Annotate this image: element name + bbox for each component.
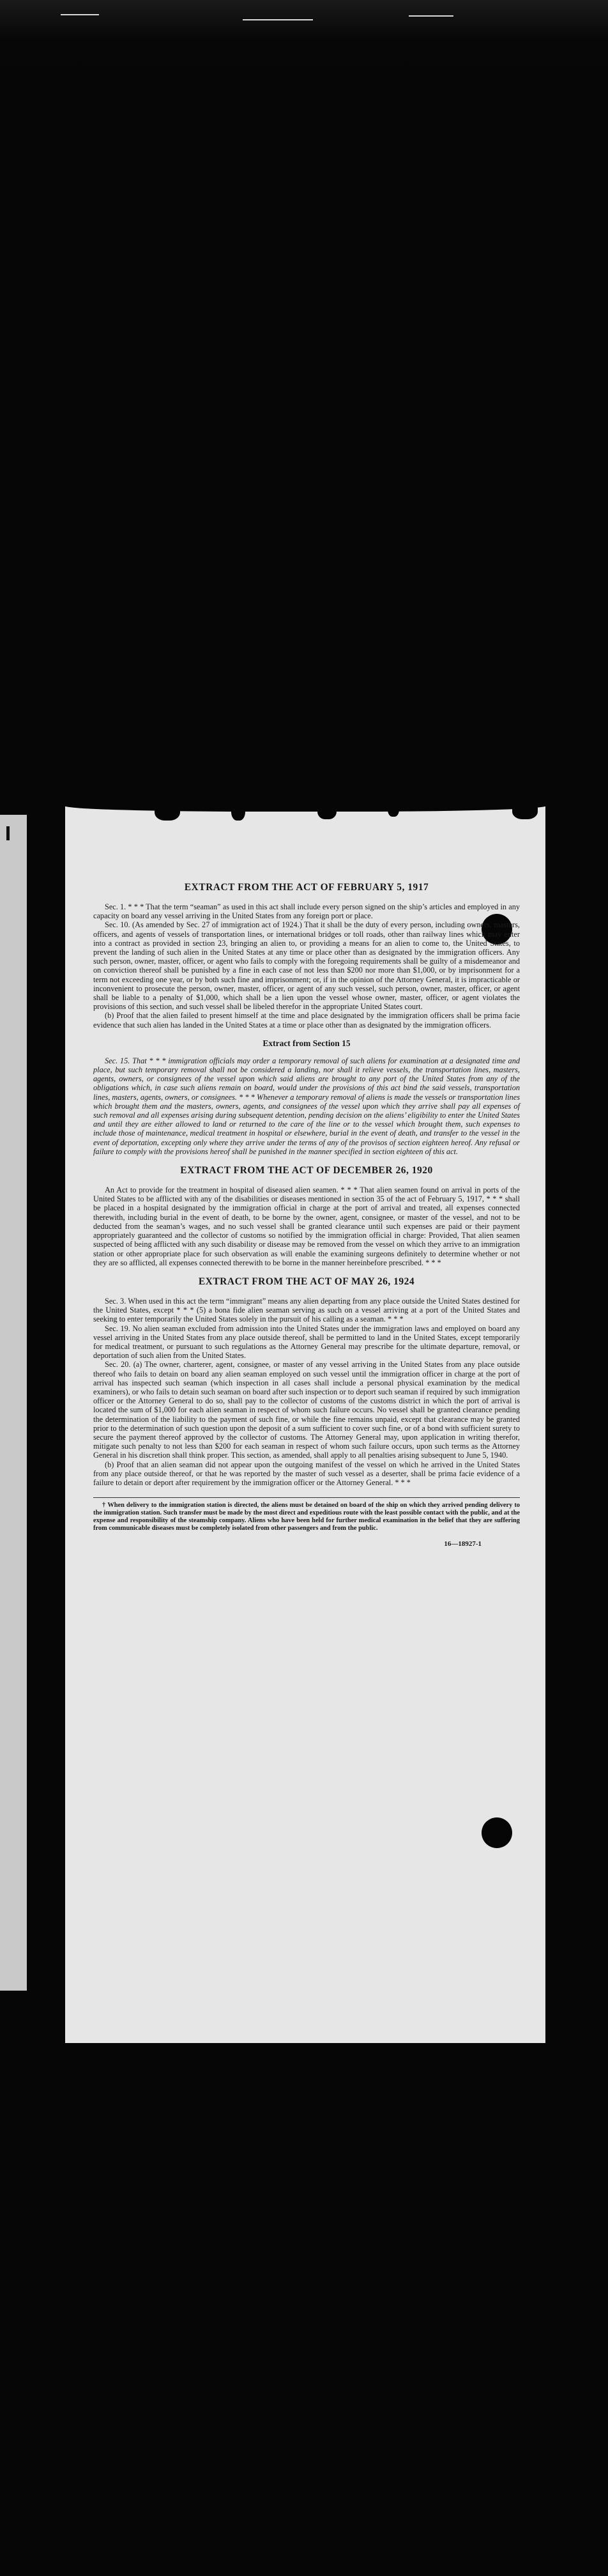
punch-hole xyxy=(482,1817,512,1848)
torn-top-edge xyxy=(231,806,245,821)
scan-artifact xyxy=(61,14,99,15)
section-heading-1920: EXTRACT FROM THE ACT OF DECEMBER 26, 1920 xyxy=(180,1165,433,1176)
footnote: † When delivery to the immigration station is directed, the aliens must be detained on board of the ship on which they arrived pending delivery to the immigration station. Such transfer must be made by the most direct and expeditious route with the least possible contact with the public, and at the expense and responsibility of the steamship company. Aliens who have been held for further medical examination in the belief that they are suffering from communicable diseases must be completely isolated from other passengers and from the public. xyxy=(93,1502,520,1532)
scan-artifact xyxy=(6,826,10,840)
section-heading-1924: EXTRACT FROM THE ACT OF MAY 26, 1924 xyxy=(198,1276,415,1287)
torn-top-edge xyxy=(155,806,180,821)
torn-top-edge xyxy=(317,806,337,819)
paragraph-sec3: Sec. 3. When used in this act the term “immigrant” means any alien departing from any place outside the United States destined for the United States, except * * * (5) a bona fide alien seaman serving as such on a vessel arriving at a port of the United States and seeking to enter temporarily the United States solely in the pursuit of his calling as a seaman. * * * xyxy=(93,1296,520,1324)
section-heading-sec15: Extract from Section 15 xyxy=(262,1038,351,1048)
adjacent-page-edge xyxy=(0,815,27,1991)
paragraph-sec20b: (b) Proof that an alien seaman did not appear upon the outgoing manifest of the vessel on which he arrived in the United States from any place outside thereof, or that he was reported by the master of such vessel as a deserter, shall be prima facie evidence of a failure to detain or deport after requirement by the immigration officer or the Attorney General. * * * xyxy=(93,1460,520,1487)
document-body xyxy=(93,882,520,1548)
torn-top-edge xyxy=(388,806,399,817)
section-heading-1917: EXTRACT FROM THE ACT OF FEBRUARY 5, 1917 xyxy=(184,882,429,893)
paragraph-sec10: Sec. 10. (As amended by Sec. 27 of immigration act of 1924.) That it shall be the duty of every person, including owners, masters, officers, and agents of vessels of transportation lines, or international bridges or toll roads, other than railway lines which may enter into a contract as provided in section 23, bringing an alien to, or providing a means for an alien to come to, the United States, to prevent the landing of such alien in the United States at any time or place other than as designated by the immigration officers. Any such person, owner, master, officer, or agent who fails to comply with the foregoing requirements shall be guilty of a misdemeanor and on conviction thereof shall be punished by a fine in each case of not less than $200 nor more than $1,000, or by imprisonment for a term not exceeding one year, or by both such fine and imprisonment; or, if in the opinion of the Attorney General, it is impracticable or inconvenient to prosecute the person, owner, master, officer, or agent of any such vessel, such person, owner, master, officer, or agent shall be liable to a penalty of $1,000, which shall be a lien upon the vessel whose owner, master, officer, or agent violates the provisions of this section, and such vessel shall be libeled therefor in the appropriate United States court. xyxy=(93,920,520,1012)
paragraph-sec20a: Sec. 20. (a) The owner, charterer, agent, consignee, or master of any vessel arriving in the United States from any place outside thereof who fails to detain on board any alien seaman employed on such vessel until the immigration officer in charge at the port of arrival has inspected such seaman (which inspection in all cases shall include a personal physical examination by the medical examiners), or who fails to detain such seaman on board after such inspection or to deport such seaman if required by such immigration officer or the Attorney General to do so, shall pay to the collector of customs of the customs district in which the port of arrival is located the sum of $1,000 for each alien seaman in respect of whom such failure occurs. No vessel shall be granted clearance pending the determination of the liability to the payment of such fine, or while the fine remains unpaid, except that clearance may be granted prior to the determination of such question upon the deposit of a sum sufficient to cover such fine, or of a bond with sufficient surety to secure the payment thereof approved by the collector of customs. The Attorney General may, upon application in writing therefor, mitigate such penalty to not less than $200 for each seaman in respect of whom such failure occurs, upon such terms as the Attorney General in his discretion shall think proper. This section, as amended, shall apply to all penalties arising subsequent to June 5, 1940. xyxy=(93,1360,520,1460)
paragraph-sec1: Sec. 1. * * * That the term “seaman” as used in this act shall include every person signed on the ship’s articles and employed in any capacity on board any vessel arriving in the United States from any foreign port or place. xyxy=(93,902,520,921)
torn-top-edge xyxy=(512,806,538,819)
torn-top-edge xyxy=(65,806,545,812)
scan-artifact xyxy=(409,15,453,17)
form-number: 16—18927-1 xyxy=(444,1540,482,1548)
paragraph-sec10b: (b) Proof that the alien failed to present himself at the time and place designated by the immigration officers shall be prima facie evidence that such alien has landed in the United States at a time or place other than as designated by the immigration officers. xyxy=(93,1011,520,1030)
document-page xyxy=(65,806,545,2043)
paragraph-1920-act: An Act to provide for the treatment in hospital of diseased alien seamen. * * * That alien seamen found on arrival in ports of the United States to be afflicted with any of the disabilities or diseases mentioned in section 35 of the act of February 5, 1917, * * * shall be placed in a hospital designated by the immigration official in charge at the port of arrival and treated, all expenses connected therewith, including burial in the event of death, to be borne by the owner, agent, consignee, or master of the vessel, and not to be deducted from the seaman’s wages, and no such vessel shall be granted clearance until such expenses are paid or their payment appropriately guaranteed and the collector of customs so notified by the immigration official in charge: Provided, That alien seamen suspected of being afflicted with any such disability or disease may be removed from the vessel on which they arrive to an immigration station or other appropriate place for such observation as will enable the examining surgeons definitely to determine whether or not they are so afflicted, all expenses connected therewith to be borne in the manner hereinbefore prescribed. * * * xyxy=(93,1185,520,1267)
footnote-divider xyxy=(93,1497,520,1498)
paragraph-sec15: Sec. 15. That * * * immigration officials may order a temporary removal of such aliens for examination at a designated time and place, but such temporary removal shall not be considered a landing, nor shall it relieve vessels, the transportation lines, masters, agents, owners, or consignees of the vessel upon which said aliens are brought to any port of the United States from any of the obligations which, in case such aliens remain on board, would under the provisions of this act bind the said vessels, transportation lines, masters, agents, owners, or consignees. * * * Whenever a temporary removal of aliens is made the vessels or transportation lines which brought them and the masters, owners, agents, and consignees of the vessel upon which they arrive shall pay all expenses of such removal and all expenses arising during subsequent detention, pending decision on the aliens’ eligibility to enter the United States and until they are either allowed to land or returned to the care of the line or to the vessel which brought them, such expenses to include those of maintenance, medical treatment in hospital or elsewhere, burial in the event of death, and transfer to the vessel in the event of deportation, excepting only where they arrive under the terms of any of the provisos of section eighteen hereof. Any refusal or failure to comply with the provisions hereof shall be punished in the manner specified in section eighteen of this act. xyxy=(93,1056,520,1156)
scan-header-strip xyxy=(0,0,608,96)
paragraph-sec19: Sec. 19. No alien seaman excluded from admission into the United States under the immigration laws and employed on board any vessel arriving in the United States from any place outside thereof, shall be permitted to land in the United States, except temporarily for medical treatment, or pursuant to such regulations as the Attorney General may prescribe for the ultimate departure, removal, or deportation of such alien from the United States. xyxy=(93,1323,520,1361)
scan-artifact xyxy=(243,19,313,20)
